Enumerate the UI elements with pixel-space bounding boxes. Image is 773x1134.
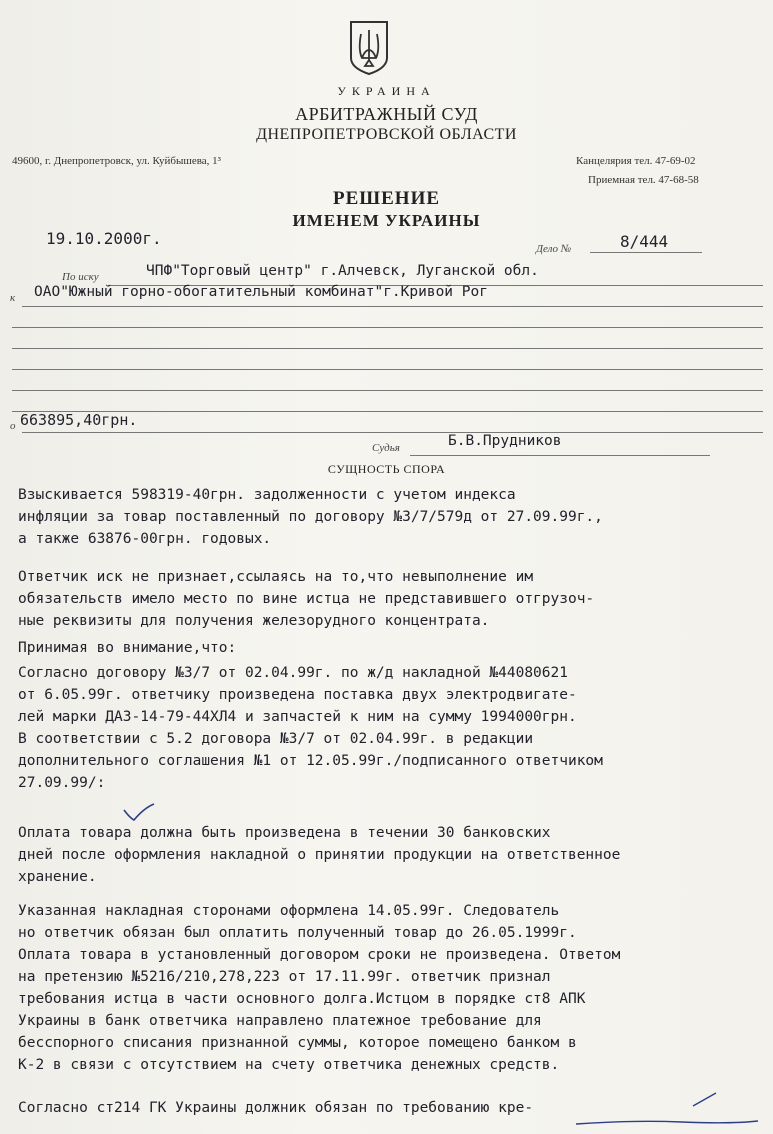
- judge-label: Судья: [372, 442, 400, 454]
- case-number-label: Дело №: [536, 243, 572, 255]
- text-line: 27.09.99/:: [18, 775, 106, 791]
- decision-title: РЕШЕНИЕ: [332, 188, 441, 209]
- essence-heading: СУЩНОСТЬ СПОРА: [327, 462, 446, 476]
- blank-line: [12, 327, 763, 328]
- text-line: лей марки ДАЗ-14-79-44ХЛ4 и запчастей к ним на сумму 1994000грн.: [18, 709, 577, 725]
- court-name-line2: ДНЕПРОПЕТРОВСКОЙ ОБЛАСТИ: [256, 126, 517, 143]
- country-name: УКРАИНА: [337, 84, 436, 98]
- claimant-name: ЧПФ"Торговый центр" г.Алчевск, Луганской обл.: [146, 263, 539, 279]
- court-name-line1: АРБИТРАЖНЫЙ СУД: [295, 104, 478, 124]
- text-line: но ответчик обязан был оплатить полученный товар до 26.05.1999г.: [18, 925, 577, 941]
- defendant-label: к: [10, 292, 16, 304]
- paragraph-defense: [18, 566, 768, 632]
- case-number-line: [590, 252, 702, 253]
- court-address: 49600, г. Днепропетровск, ул. Куйбышева, 1³: [12, 155, 221, 167]
- text-line: а также 63876-00грн. годовых.: [18, 531, 272, 547]
- reception-phone: Приемная тел. 47-68-58: [588, 174, 699, 186]
- pen-mark: [690, 1090, 720, 1110]
- case-number: 8/444: [620, 232, 669, 251]
- claim-amount: 663895,40грн.: [20, 411, 138, 429]
- text-line: обязательств имело место по вине истца не представившего отгрузоч-: [18, 591, 595, 607]
- text-line: Оплата товара в установленный договором сроки не произведена. Ответом: [18, 947, 621, 963]
- blank-line: [12, 369, 763, 370]
- paragraph-considering: [18, 637, 768, 659]
- text-line: от 6.05.99г. ответчику произведена поставка двух электродвигате-: [18, 687, 577, 703]
- text-line: требования истца в части основного долга.Истцом в порядке ст8 АПК: [18, 991, 586, 1007]
- amount-label: о: [10, 420, 16, 432]
- text-line: Указанная накладная сторонами оформлена 14.05.99г. Следователь: [18, 903, 560, 919]
- defendant-line: [22, 306, 763, 307]
- blank-line: [12, 390, 763, 391]
- text-line: Принимая во внимание,что:: [18, 640, 237, 656]
- text-line: хранение.: [18, 869, 97, 885]
- text-line: Взыскивается 598319-40грн. задолженности с учетом индекса: [18, 487, 516, 503]
- chancellery-phone: Канцелярия тел. 47-69-02: [576, 155, 696, 167]
- judge-name: Б.В.Прудников: [448, 433, 562, 449]
- claim-label: По иску: [62, 271, 99, 283]
- text-line: К-2 в связи с отсутствием на счету ответчика денежных средств.: [18, 1057, 560, 1073]
- text-line: Украины в банк ответчика направлено платежное требование для: [18, 1013, 542, 1029]
- text-line: дней после оформления накладной о принятии продукции на ответственное: [18, 847, 621, 863]
- text-line: Согласно договору №3/7 от 02.04.99г. по ж/д накладной №44080621: [18, 665, 568, 681]
- blank-line: [12, 348, 763, 349]
- trident-emblem-icon: [348, 20, 390, 76]
- text-line: Ответчик иск не признает,ссылаясь на то,что невыполнение им: [18, 569, 534, 585]
- decision-subtitle: ИМЕНЕМ УКРАИНЫ: [292, 211, 481, 230]
- text-line: инфляции за товар поставленный по договору №3/7/579д от 27.09.99г.,: [18, 509, 603, 525]
- paragraph-claim: [18, 484, 768, 550]
- paragraph-payment-terms: [18, 822, 768, 888]
- decision-date: 19.10.2000г.: [46, 229, 162, 248]
- paragraph-invoice: [18, 900, 768, 1076]
- text-line: дополнительного соглашения №1 от 12.05.99г./подписанного ответчиком: [18, 753, 603, 769]
- amount-line: [22, 432, 763, 433]
- pen-underline: [572, 1112, 762, 1132]
- text-line: бесспорного списания признанной суммы, которое помещено банком в: [18, 1035, 577, 1051]
- text-line: Оплата товара должна быть произведена в течении 30 банковских: [18, 825, 551, 841]
- text-line: Согласно ст214 ГК Украины должник обязан по требованию кре-: [18, 1100, 534, 1116]
- text-line: ные реквизиты для получения железорудного концентрата.: [18, 613, 490, 629]
- paragraph-contract: [18, 662, 768, 794]
- pen-check-mark: [120, 800, 160, 824]
- judge-line: [410, 455, 710, 456]
- text-line: на претензию №5216/210,278,223 от 17.11.99г. ответчик признал: [18, 969, 551, 985]
- defendant-name: ОАО"Южный горно-обогатительный комбинат"г.Кривой Рог: [34, 284, 488, 300]
- text-line: В соответствии с 5.2 договора №3/7 от 02.04.99г. в редакции: [18, 731, 534, 747]
